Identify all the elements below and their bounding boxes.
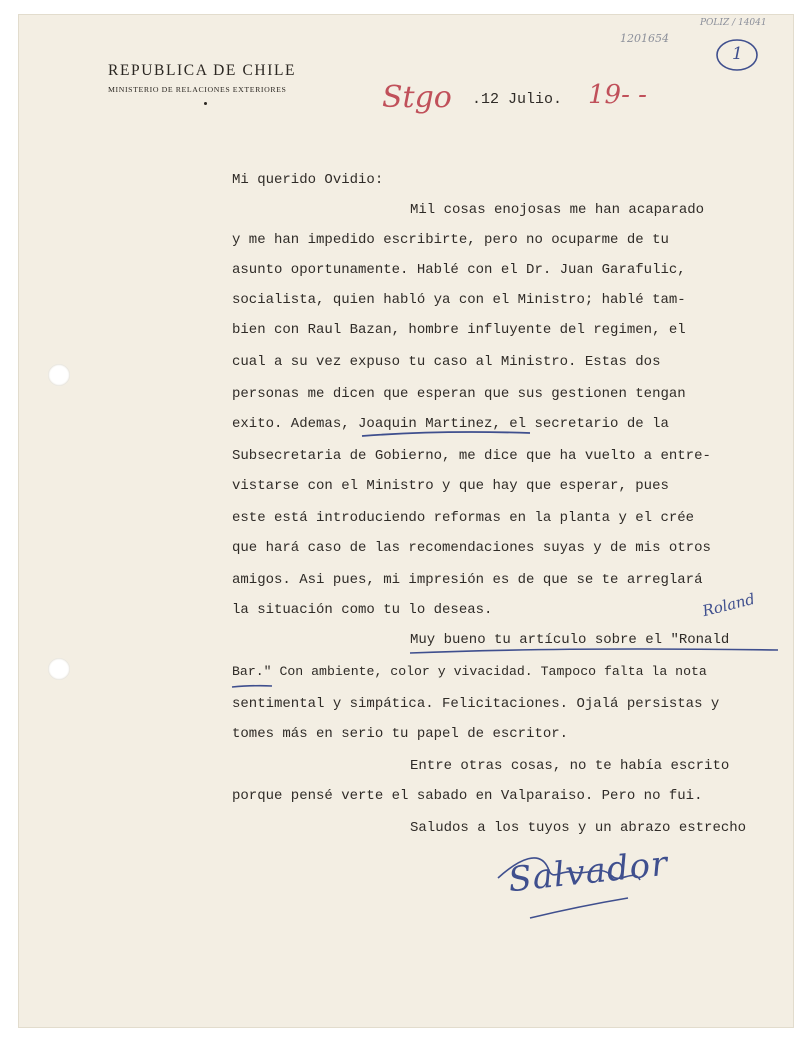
body-line: cual a su vez expuso tu caso al Ministro. Estas dos: [232, 354, 661, 370]
body-line: sentimental y simpática. Felicitaciones. Ojalá persistas y: [232, 696, 720, 712]
underline-articulo: [410, 649, 778, 653]
body-line: amigos. Asi pues, mi impresión es de que se te arreglará: [232, 572, 703, 588]
body-line: y me han impedido escribirte, pero no ocuparme de tu: [232, 232, 669, 248]
body-line: la situación como tu lo deseas.: [232, 602, 493, 618]
body-line: asunto oportunamente. Hablé con el Dr. Juan Garafulic,: [232, 262, 686, 278]
body-line: exito. Ademas, Joaquin Martinez, el secretario de la: [232, 416, 669, 432]
date-place-handwritten: Stgo: [382, 80, 452, 115]
letterhead-title: REPUBLICA DE CHILE: [108, 62, 297, 79]
body-line: este está introduciendo reformas en la planta y el crée: [232, 510, 695, 526]
body-line: Mil cosas enojosas me han acaparado: [410, 202, 705, 218]
date-year-handwritten: 19- -: [588, 80, 647, 110]
body-line: bien con Raul Bazan, hombre influyente del regimen, el: [232, 322, 686, 338]
archive-fondo: POLIZ / 14041: [700, 18, 767, 28]
body-line: Bar." Con ambiente, color y vivacidad. Tampoco falta la nota: [232, 664, 707, 679]
body-line: Saludos a los tuyos y un abrazo estrecho: [410, 820, 747, 836]
underline-ronald-bar: [232, 686, 272, 687]
body-line: Muy bueno tu artículo sobre el "Ronald: [410, 632, 730, 648]
date-typed: .12 Julio.: [472, 91, 563, 108]
salutation: Mi querido Ovidio:: [232, 172, 384, 188]
body-line: tomes más en serio tu papel de escritor.: [232, 726, 569, 742]
body-line: Subsecretaria de Gobierno, me dice que ha vuelto a entre-: [232, 448, 711, 464]
body-line: vistarse con el Ministro y que hay que esperar, pues: [232, 478, 669, 494]
page-number: 1: [732, 44, 743, 64]
body-line: que hará caso de las recomendaciones suyas y de mis otros: [232, 540, 711, 556]
annotation-roland: Roland: [700, 589, 757, 621]
body-line: personas me dicen que esperan que sus gestionen tengan: [232, 386, 686, 402]
archive-code: 1201654: [620, 32, 669, 45]
signature: Salvador: [506, 843, 671, 901]
letterhead-subtitle: MINISTERIO DE RELACIONES EXTERIORES: [108, 85, 287, 94]
body-line: socialista, quien habló ya con el Ministro; hablé tam-: [232, 292, 686, 308]
body-line: porque pensé verte el sabado en Valparaiso. Pero no fui.: [232, 788, 703, 804]
underline-joaquin-martinez: [362, 432, 530, 436]
body-line: Entre otras cosas, no te había escrito: [410, 758, 730, 774]
